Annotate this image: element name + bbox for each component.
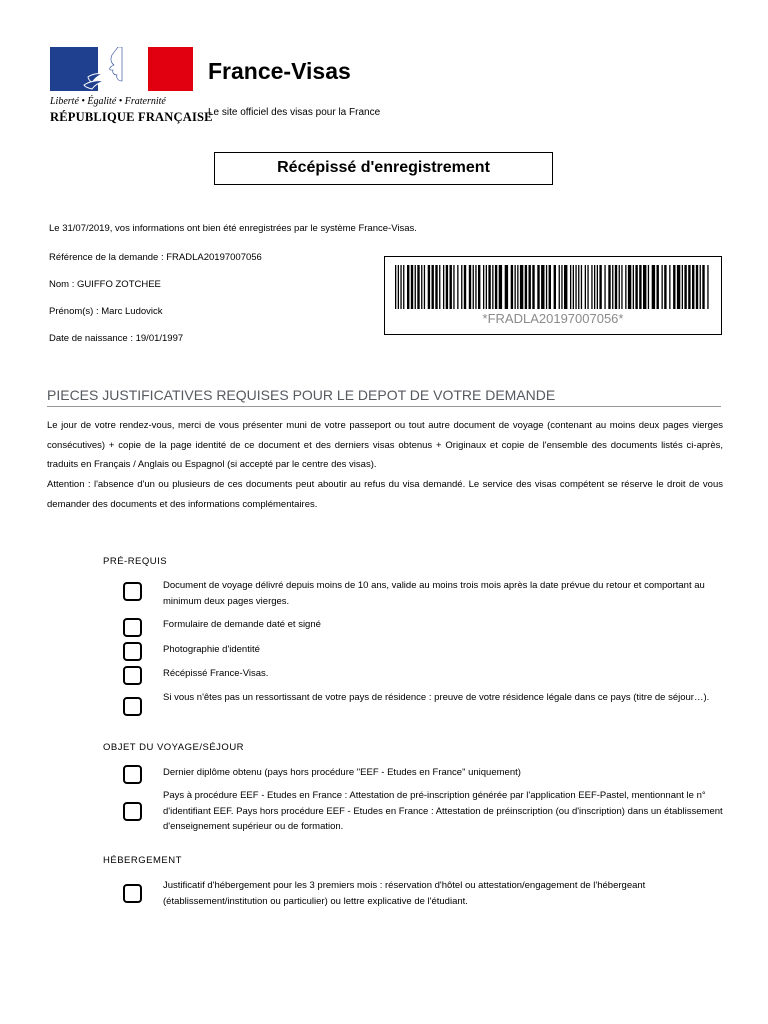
item-accommodation-proof: Justificatif d'hébergement pour les 3 premiers mois : réservation d'hôtel ou attestation/engagement de l'hébergeant (établissement/institution ou particulier) ou lettre explicative de l'étudiant. xyxy=(163,880,646,907)
category-objet-voyage: OBJET DU VOYAGE/SÉJOUR xyxy=(103,742,245,753)
receipt-title-box xyxy=(214,152,553,185)
item-last-diploma: Dernier diplôme obtenu (pays hors procédure "EEF - Etudes en France" uniquement) xyxy=(163,767,521,778)
checkbox-france-visas-receipt[interactable] xyxy=(123,666,142,685)
site-subtitle: Le site officiel des visas pour la France xyxy=(208,107,381,118)
checkbox-accommodation-proof[interactable] xyxy=(123,884,142,903)
checkbox-last-diploma[interactable] xyxy=(123,765,142,784)
section-heading: PIECES JUSTIFICATIVES REQUISES POUR LE DEPOT DE VOTRE DEMANDE xyxy=(47,387,556,403)
item-travel-document: Document de voyage délivré depuis moins de 10 ans, valide au moins trois mois après la date prévue du retour et comportant au minimum deux pages vierges. xyxy=(163,580,705,607)
warning-paragraph: Attention : l'absence d'un ou plusieurs de ces documents peut aboutir au refus du visa demandé. Le service des visas compétent se réserve le droit de vous demander des documents et des informations complémentaires. xyxy=(47,479,723,510)
category-prerequis: PRÉ-REQUIS xyxy=(103,556,168,567)
barcode-icon xyxy=(395,265,711,309)
checkbox-travel-document[interactable] xyxy=(123,582,142,601)
republique-francaise-label: RÉPUBLIQUE FRANÇAISE xyxy=(50,110,213,124)
section-divider xyxy=(47,406,721,407)
barcode-box xyxy=(384,256,722,335)
republique-francaise-logo xyxy=(50,47,213,129)
checkbox-application-form[interactable] xyxy=(123,618,142,637)
instructions-paragraph: Le jour de votre rendez-vous, merci de vous présenter muni de votre passeport ou tout autre document de voyage (contenant au moins deux pages vierges consécutives) + copie de la page identité de ce document et des derniers visas obtenus + Originaux et copie de l'ensemble des documents listés ci-après, traduits en Français / Anglais ou Espagnol (si accepté par le centre des visas). xyxy=(47,420,723,470)
category-hebergement: HÉBERGEMENT xyxy=(103,855,182,866)
motto: Liberté • Égalité • Fraternité xyxy=(50,96,166,107)
application-reference: Référence de la demande : FRADLA20197007056 xyxy=(49,252,262,263)
checkbox-residence-proof[interactable] xyxy=(123,697,142,716)
registration-statement: Le 31/07/2019, vos informations ont bien été enregistrées par le système France-Visas. xyxy=(49,223,417,234)
barcode-text: *FRADLA20197007056* xyxy=(482,311,624,326)
logo-flag xyxy=(50,47,193,91)
item-identity-photo: Photographie d'identité xyxy=(163,644,260,655)
applicant-first-name: Prénom(s) : Marc Ludovick xyxy=(49,306,163,317)
item-residence-proof: Si vous n'êtes pas un ressortissant de votre pays de résidence : preuve de votre résidence légale dans ce pays (titre de séjour…). xyxy=(163,692,710,703)
checkbox-identity-photo[interactable] xyxy=(123,642,142,661)
item-application-form: Formulaire de demande daté et signé xyxy=(163,619,321,630)
checkbox-preinscription[interactable] xyxy=(123,802,142,821)
applicant-birth-date: Date de naissance : 19/01/1997 xyxy=(49,333,184,344)
item-preinscription: Pays à procédure EEF - Etudes en France : Attestation de pré-inscription générée par l'application EEF-Pastel, mentionnant le n° d'identifiant EEF. Pays hors procédure EEF - Etudes en France : Attestation de préinscription (ou d'inscription) dans un établissement d'enseignement supérieur ou de formation. xyxy=(163,790,723,832)
item-france-visas-receipt: Récépissé France-Visas. xyxy=(163,668,269,679)
marianne-icon xyxy=(78,47,148,91)
receipt-title: Récépissé d'enregistrement xyxy=(277,159,490,176)
applicant-name: Nom : GUIFFO ZOTCHEE xyxy=(49,279,161,290)
site-title: France-Visas xyxy=(208,58,351,84)
